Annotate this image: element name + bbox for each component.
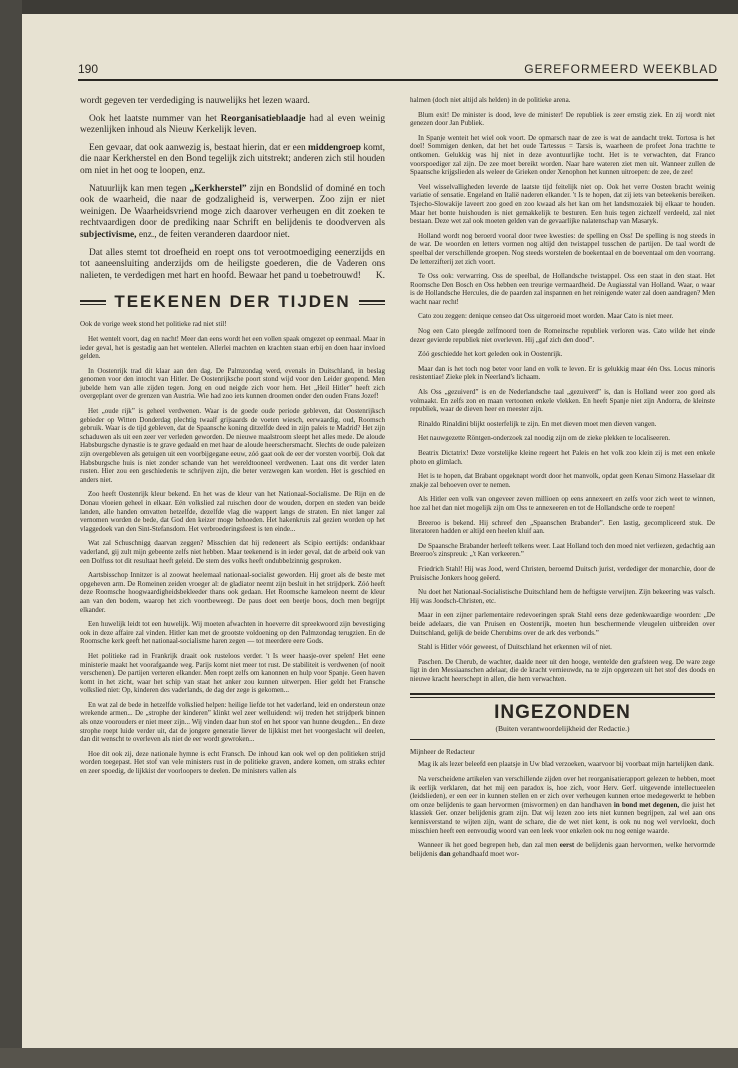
scan-border-left (0, 0, 22, 1068)
paragraph: Het „oude rijk” is geheel verdwenen. Waar is de goede oude periode gebleven, dat Oostenrijksch gebieder op Witten Donderdag plechtig twaalf grijsaards de voeten wiesch, eerwaardig, oud, Roomsch gebruik. Waar is de tijd gebleven, dat de Spaansche koning ditzelfde deed in zijn paleis te Madrid? Het zijn schaduwen als uit een zeer ver verleden geworden. De nieuwe maalstroom sleept het alles mede. De aloude Habsburgsche dynastie is te grave gedaald en met haar de aloude heerschersmacht. Slechts de oude paleizen zijn overgebleven als getuigen uit een voorbijgegane eeuw, zóó gaat ook de eer der vorsten voorbij. Ook dat Habsburgsche huis is niet zonder schande van het wereldtooneel verdwenen. Laat ons dit verder laten rusten. Hier zou een geschiedenis te schrijven zijn, die beter verzwegen kan worden. Het is geschied en anders niet. (80, 407, 385, 484)
paragraph: Een gevaar, dat ook aanwezig is, bestaat hierin, dat er een middengroep komt, die naar Kerkherstel en den Bond tegelijk zich uitstrekt; anderen zich stil houden om niet in het oog te loopen, enz. (80, 142, 385, 176)
paragraph: Wanneer ik het goed begrepen heb, dan zal men eerst de belijdenis gaan hervormen, welke hervormde belijdenis dan gehandhaafd moet wor- (410, 841, 715, 858)
paragraph: Maar dan is het toch nog beter voor land en volk te leven. Er is gelukkig maar één Oss. Locus minoris resistentiae! Zieke plek in Neerland's lichaam. (410, 364, 715, 382)
paragraph: Cato zou zeggen: denique censeo dat Oss uitgeroeid moet worden. Maar Cato is niet meer. (418, 312, 674, 321)
left-column (80, 96, 385, 782)
heading-rule (410, 739, 715, 740)
right-column (410, 96, 715, 864)
paragraph: Als Hitler een volk van ongeveer zeven millioen op eens annexeert en zelfs voor zich weet te winnen, hoe zal het dan niet mogelijk zijn om Oss te annexeeren en tot de Hollandsche orde te roepen! (410, 495, 715, 512)
scan-border-bottom (0, 1048, 738, 1068)
paragraph: Na verscheidene artikelen van verschillende zijden over het reorganisatierapport gelezen te hebben, moet ik eerlijk verklaren, dat het mij een paradox is, hoe zich, voor Herv. Gerf. uitgevende intellectueelen (leidslieden), er een eer in kunnen stellen en er zich over verheugen kunnen ertoe medegewerkt te hebben om onze belijdenis te gaan hervormen (misvormen) en dan handhaven in bond met degenen, die juist het klassiek Ger. onzer belijdenis gram zijn. Dat wij lezen zoo iets niet kunnen begrijpen, zal wel aan ons kennisverstand te wijten zijn, want de schare, die de wet niet kent, is ook nu nog wel vervloekt, doch misschien heeft een eenvoudig woord van een leek voor enkelen ook nu nog eenige waarde. (410, 775, 715, 835)
author-initial: K. (375, 270, 385, 281)
section-title: TEEKENEN DER TIJDEN (114, 292, 351, 312)
paragraph: In Oostenrijk trad dit klaar aan den dag. De Palmzondag werd, evenals in Duitschland, in beslag genomen voor den intocht van Hitler. De Oostenrijksche poort stond wijd voor den Leider geopend. Men jubelde hem van alle zijden tegen. Jong en oud neigde zich voor hem. Het „Heil Hitler” heeft zich overgeplant over de grenzen van Austria. Wie had zoo iets kunnen droomen onder den ouden Frans Jozef! (80, 366, 385, 401)
paragraph: Stahl is Hitler vóór geweest, of Duitschland het erkennen wil of niet. (418, 643, 612, 652)
paragraph: Het nauwgezette Röntgen-onderzoek zal noodig zijn om de zieke plekken te localiseeren. (418, 434, 671, 443)
paragraph: Als Oss „gezuiverd” is en de Nederlandsche taal „gezuiverd” is, dan is Holland weer zoo goed als volmaakt. En zelfs zon en maan vertoonen enkele vlekken. En heeft Spanje niet zijn Andorra, de kleinste republiek, waar de dieven heer en meester zijn. (410, 388, 715, 414)
paragraph: Nog een Cato pleegde zelfmoord toen de Romeinsche republiek verloren was. Cato wilde het einde dezer gevierde republiek niet overleven. Hij „gaf zich den dood”. (410, 327, 715, 344)
paragraph: Hoe dit ook zij, deze nationale hymne is echt Fransch. De inhoud kan ook wel op den politieken strijd worden toegepast. Het stof van vele ministers rust in de politieke graven, andere komen, om straks echter en zeer spoedig, de lijkkist der voorloopers te deelen. De ministers vallen als (80, 749, 385, 776)
paragraph: Maar in een zijner parlementaire redevoeringen sprak Stahl eens deze gedenkwaardige woorden: „De beide adelaars, die van Pruisen en Oostenrijk, moeten hun beschermende vleugelen uitbreiden over Duitschland, gelijk de beide Cherubims over de ark des verbonds.” (410, 611, 715, 637)
paragraph: Het is te hopen, dat Brabant opgeknapt wordt door het manvolk, opdat geen Kenau Simonz Hasselaar dit znakje zal behoeven over te nemen. (410, 472, 715, 489)
paragraph: Nu doet het Nationaal-Socialistische Duitschland hem de heftigste verwijten. Zijn bekeering was valsch. Hij was Joodsch-Christen, etc. (410, 588, 715, 605)
paragraph: Dat alles stemt tot droefheid en roept ons tot verootmoediging eenerzijds en tot aaneensluiting anderzijds om de heiligste goederen, die de Vaderen ons nalieten, te verdedigen met hart en hoofd. Bewaar het pand u toebetrouwd! K. (80, 247, 385, 281)
paragraph: Breeroo is bekend. Hij schreef den „Spaanschen Brabander”. Een lastig, gecompliceerd stuk. De literatoren hadden er altijd een heelen kluif aan. (410, 518, 715, 536)
paragraph: Zóó geschiedde het kort geleden ook in Oostenrijk. (418, 350, 563, 359)
heading-rule (410, 693, 715, 695)
paragraph: Ook het laatste nummer van het Reorganisatieblaadje had al even weinig wezenlijken inhoud als Nieuw Kerkelijk leven. (80, 113, 386, 136)
paragraph: Paschen. De Cherub, de wachter, daalde neer uit den hooge, wentelde den grafsteen weg. De ware zege ligt in den Messiaanschen adelaar, die de kracht vernieuwde, na te zijn opgerezen uit het stof des doods en nieuwe kracht heerschept in allen, die hem verwachten. (410, 657, 715, 683)
paragraph: En wat zal de bede in hetzelfde volkslied helpen: heilige liefde tot het vaderland, leid en ondersteun onze wrekende armen... De „strophe der kinderen” klinkt wel zeer welluidend: wij treden het strijdperk binnen als onze voorouders er niet meer zijn... Wij vinden daar hun stof en het spoor van hunne deugden... En deze strophe roept luide verder uit, dat de jongere generatie liever de lijkkist met het voorgeslacht wil deelen, dan dit wenscht te overleven als niet de eer wordt gewroken... (80, 700, 385, 744)
paragraph: In Spanje wenteit het wiel ook voort. De opmarsch naar de zee is wat de aandacht trekt. Tortosa is het doel! Sommigen denken, dat het het oude Tartessus = Tarsis is, waarheen de profeet Jona trachtte te ontkomen. Gelukkig was hij niet in deze avontuurlijke tocht. Het is te verwachten, dat Franco voorspoediger zal zijn. De zee moet bereikt worden. Naar hare wateren ziet men uit. Wanneer zullen de Spaansche krijgslieden als weleer de Grieken onder Xenophon het kunnen uitroepen: de zee, de zee! (410, 133, 715, 177)
paragraph: Friedrich Stahl! Hij was Jood, werd Christen, beroemd Duitsch jurist, verdediger der monarchie, door de Pruisische Jonkers hoog geëerd. (410, 564, 715, 582)
publication-title: GEREFORMEERD WEEKBLAD (524, 62, 718, 76)
paragraph: Rinaldo Rinaldini blijkt oosterfelijk te zijn. En met dieven moet men dieven vangen. (418, 419, 657, 428)
heading-rule (80, 300, 106, 305)
paragraph: Mag ik als lezer beleefd een plaatsje in Uw blad verzoeken, waarvoor bij voorbaat mijn hartelijken dank. (418, 760, 714, 769)
heading-rule (359, 300, 385, 305)
page-number: 190 (78, 62, 99, 76)
paragraph: Een huwelijk leidt tot een huwelijk. Wij moeten afwachten in hoeverre dit spreekwoord zijn bevestiging ook in deze affaire zal vinden. Hitler kan met de grootste voldoening op den Palmzondag terugzien. En de Roomsche kerk geeft het nationaal-socialisme haren zegen — tot meerdere eere Gods. (80, 620, 385, 646)
ingezonden-heading (410, 693, 715, 740)
paragraph: Aartsbisschop Innitzer is al zoowat heelemaal nationaal-socialist geworden. Hij groet als de beste met opgeheven arm. De Romeinen zeiden vroeger al: de gladiator neemt zijn besluit in het strijdperk. Zóó heeft deze Roomsche hoogwaardigheidsbekleeder thans ook gedaan. Het Roomsche kameleon neemt de kleur aan van den bodem, waarop het zich voortbeweegt. De paus doet een beetje boos, doch men begrijpt elkander. (80, 571, 385, 614)
paragraph: Beatrix Dictatrix! Deze vorstelijke kleine regeert het Paleis en het volk zoo klein zij is met een enkele photo en glimlach. (410, 449, 715, 466)
section-subtitle: (Buiten verantwoordelijkheid der Redactie.) (495, 724, 630, 734)
paragraph: Veel wisselvalligheden leverde de laatste tijd feitelijk niet op. Ook het verre Oosten bracht weinig variatie of sensatie. Engeland en Italië naderen elkander. 't Is te hopen, dat zij iets van beteekenis bereiken. Tsjecho-Slowakije laveert zoo goed en zoo kwaad als het kan om het landsmozaiek bij elkaar te houden. Maar het bonte huishouden is niet gemakkelijk te besturen. Een huis tegen zichzelf verdeeld, zal niet bestaan. Deze wet zal ook moeten gelden van de gevaarlijke nalatenschap van Masaryk. (410, 182, 715, 226)
section-heading (80, 292, 385, 312)
paragraph: De Spaansche Brabander herleeft telkens weer. Laat Holland toch den moed niet verliezen, gedachtig aan Breeroo's zinspreuk: „'t Kan verkeeren.” (410, 541, 716, 559)
paragraph: Het wentelt voort, dag en nacht! Meer dan eens wordt het een vollen spaak omgezet op eenmaal. Maar in ieder geval, het is gestadig aan het wentelen. Allerlei machten en krachten staan erbij en doen haar invloed gelden. (80, 334, 385, 361)
paragraph: Wat zal Schuschnigg daarvan zeggen? Misschien dat hij redeneert als Scipio eertijds: ondankbaar vaderland, gij zult mijn gebeente zelfs niet hebben. Maar teekenend is in ieder geval, dat de arbeid ook van een Dolfuss tot dit resultaat heeft geleid. De stem des volks heeft ondubbelzinnig gesproken. (80, 539, 385, 565)
heading-rule (410, 697, 715, 698)
paragraph: Te Oss ook: verwarring. Oss de speelbal, de Hollandsche twistappel. Oss een staat in den staat. Het Roomsche Den Bosch en Oss hebben een treurige vermaardheid. De Augiasstal van Holland. Waar, o waar is de Hollandsche Hercules, die de paarden zal inspannen en het reinigende water zal doen aandragen? Men wacht naar recht! (410, 272, 715, 306)
header-rule (78, 79, 718, 81)
paragraph: Het politieke rad in Frankrijk draait ook rusteloos verder. 't Is weer haasje-over spelen! Het eene ministerie maakt het voorafgaande weg. Parijs komt niet meer tot rust. De stabiliteit is verdwenen (of nooit verschenen). De partijen verteren elkander. Men roept zelfs om kanonnen en hulp voor Spanje. Geen haven komt in het zicht, waar het schip van staat het anker zou kunnen uitwerpen. Hier geldt het Fransche volkslied niet: Op, kinderen des vaderlands, de dag der zege is gekomen... (80, 651, 385, 695)
scan-border-top (0, 0, 738, 14)
paragraph: Blum exit! De minister is dood, leve de minister! De republiek is zeer ernstig ziek. En zij wordt niet genezen door Jan Publiek. (410, 110, 715, 128)
paragraph: Zoo heeft Oostenrijk kleur bekend. En het was de kleur van het Nationaal-Socialisme. De Rijn en de Donau vloeien geheel in elkaar. Eén volkslied zal ruischen door de wouden, dorpen en steden van beide landen, alle handen omvatten hetzelfde, dezelfde vlag die wappert langs de straten. En niet langer zal vernomen worden de bede, dat God den keizer moge behoeden. Het hakenkruis zal gezien worden op het vlaggedoek van den Sint-Stefansdom. Het verbroederingsfeest is ten einde... (80, 490, 385, 533)
paragraph: halmen (doch niet altijd als helden) in de politieke arena. (410, 96, 571, 104)
paragraph: Ook de vorige week stond het politieke rad niet stil! (80, 320, 227, 329)
paragraph: Natuurlijk kan men tegen „Kerkherstel” zijn en Bondslid of dominé en toch ook de waarheid, die naar de godzaligheid is, verwerpen. Zoo zijn er niet weinigen. De Waarheidsvriend moge zich daarover verheugen en dit zoeken te rechtvaardigen door de prediking naar Schrift en belijdenis te doodverven als subjectivisme, enz., de feiten veranderen daardoor niet. (80, 183, 386, 240)
paragraph: wordt gegeven ter verdediging is nauwelijks het lezen waard. (80, 96, 310, 106)
letter-salutation: Mijnheer de Redacteur (410, 748, 475, 757)
paragraph: Holland wordt nog beroerd vooral door twee kwesties: de spelling en Oss! De spelling is nog steeds in de war. De woorden en letters vormen nog altijd den twistappel tusschen de partijen. De taal wordt de speelbal der verschillende groepen. Nog steeds worstelen de boekentaal en de boeventaal om den voorrang. De letterzifterij zet zich voort. (410, 231, 715, 266)
section-title: INGEZONDEN (494, 702, 631, 724)
